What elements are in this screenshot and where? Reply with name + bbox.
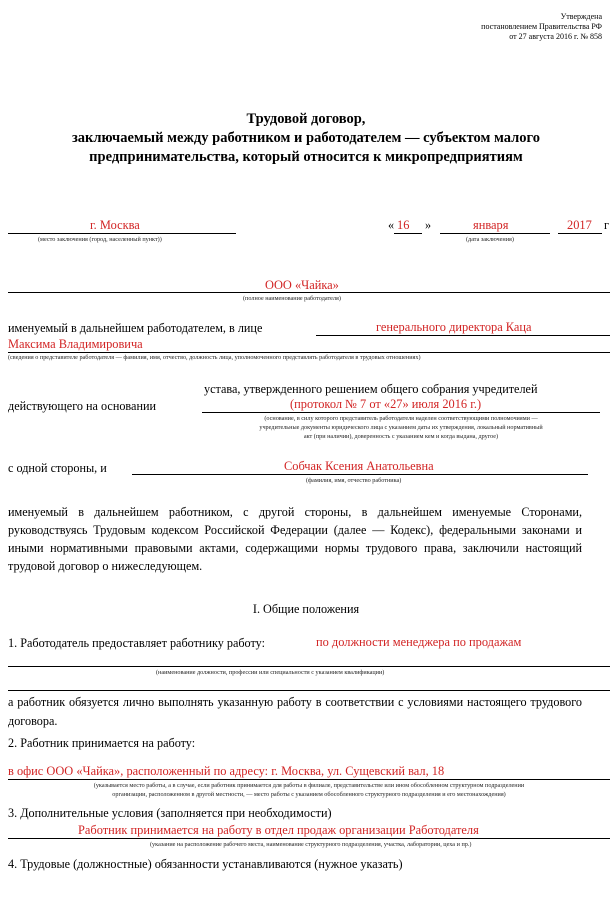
preamble-paragraph: именуемый в дальнейшем работником, с другой стороны, в дальнейшем именуемые Сторонами, руководствуясь Трудовым кодексом Российской Федерации (далее — Кодекс), федеральными законами и иными нормативными правовыми актами, содержащими нормы трудового права, заключили настоящий трудовой договор о нижеследующем. [8, 505, 582, 573]
basis-hint-3: акт (при наличии), доверенность с указанием кем и когда выдана, другое) [303, 433, 499, 440]
p1-value: по должности менеджера по продажам [316, 635, 522, 649]
employer-rep-value-1: генерального директора Каца [376, 320, 532, 334]
p2-hint-2: организации, расположенном в другой местности, — место работы с указанием обособленного структурного подразделения и его местонахождения) [112, 791, 506, 798]
p2-underline [8, 779, 610, 780]
date-year-suffix: г [604, 218, 609, 232]
section-1-heading: I. Общие положения [252, 602, 360, 616]
p4-label: 4. Трудовые (должностные) обязанности устанавливаются (нужное указать) [8, 857, 403, 871]
date-year: 2017 [567, 218, 592, 232]
date-close-quote: » [425, 218, 432, 232]
approval-line-2: постановлением Правительства РФ [481, 22, 602, 31]
employer-rep-value-2: Максима Владимировича [8, 337, 143, 351]
employer-name-underline [8, 292, 610, 293]
basis-underline [202, 412, 600, 413]
basis-hint-2: учредительные документы юридического лица с указанием даты их утверждения, локальный нормативный [259, 424, 543, 431]
date-month-underline [440, 233, 550, 234]
approval-line-1: Утверждена [560, 12, 602, 21]
title-line-1: Трудовой договор, [246, 111, 366, 127]
p1-label: 1. Работодатель предоставляет работнику работу: [8, 636, 265, 650]
employee-hint: (фамилия, имя, отчество работника) [306, 477, 402, 484]
p3-underline [8, 838, 610, 839]
p1-continuation: а работник обязуется лично выполнять указанную работу в соответствии с условиями настоящего трудового договора. [8, 695, 582, 728]
employee-name: Собчак Ксения Анатольевна [284, 459, 434, 473]
basis-value-2: (протокол № 7 от «27» июля 2016 г.) [290, 397, 482, 411]
employer-rep-underline-2 [8, 352, 610, 353]
approval-line-3: от 27 августа 2016 г. № 858 [509, 32, 602, 41]
date-month: января [473, 218, 509, 232]
date-year-underline [558, 233, 602, 234]
p3-hint: (указание на расположение рабочего места, наименование структурного подразделения, участка, лаборатории, цеха и пр.) [150, 841, 472, 848]
basis-value-1: устава, утвержденного решением общего собрания учредителей [204, 382, 538, 396]
employee-underline [132, 474, 588, 475]
place-underline [8, 233, 236, 234]
date-hint: (дата заключения) [466, 236, 514, 243]
place-hint: (место заключения (город, населенный пункт)) [38, 236, 162, 243]
basis-hint-1: (основание, в силу которого представитель работодателя наделен соответствующими полномочиями — [264, 415, 538, 422]
employee-label: с одной стороны, и [8, 461, 107, 475]
p3-value: Работник принимается на работу в отдел продаж организации Работодателя [78, 823, 479, 837]
title-line-3: предпринимательства, который относится к микропредприятиям [89, 149, 523, 165]
date-day: 16 [397, 218, 410, 232]
date-day-underline [394, 233, 422, 234]
p3-label: 3. Дополнительные условия (заполняется при необходимости) [8, 806, 332, 820]
p1-underline [8, 666, 610, 667]
p2-label: 2. Работник принимается на работу: [8, 736, 196, 750]
place-value: г. Москва [90, 218, 140, 232]
basis-hint [202, 414, 600, 441]
basis-label: действующего на основании [8, 399, 157, 413]
title-line-2: заключаемый между работником и работодателем — субъектом малого [71, 130, 541, 146]
p2-hint-1: (указывается место работы, а в случае, если работник принимается для работы в филиале, представительстве или ином обособленном структурном подразделении [93, 782, 525, 789]
date-open-quote: « [388, 218, 395, 232]
employer-rep-label: именуемый в дальнейшем работодателем, в лице [8, 321, 263, 335]
employer-rep-underline-1 [316, 335, 610, 336]
p1-underline-2 [8, 690, 610, 691]
p1-hint: (наименование должности, профессии или специальности с указанием квалификации) [156, 669, 385, 676]
p2-value: в офис ООО «Чайка», расположенный по адресу: г. Москва, ул. Сущевский вал, 18 [8, 764, 445, 778]
employer-name-hint: (полное наименование работодателя) [243, 295, 341, 302]
employer-name: ООО «Чайка» [265, 278, 339, 292]
employer-rep-hint: (сведения о представителе работодателя — фамилия, имя, отчество, должность лица, уполномоченного представлять работодателя в трудовых отношениях) [8, 354, 421, 361]
p2-hint [8, 781, 610, 799]
approval-block [481, 12, 602, 42]
